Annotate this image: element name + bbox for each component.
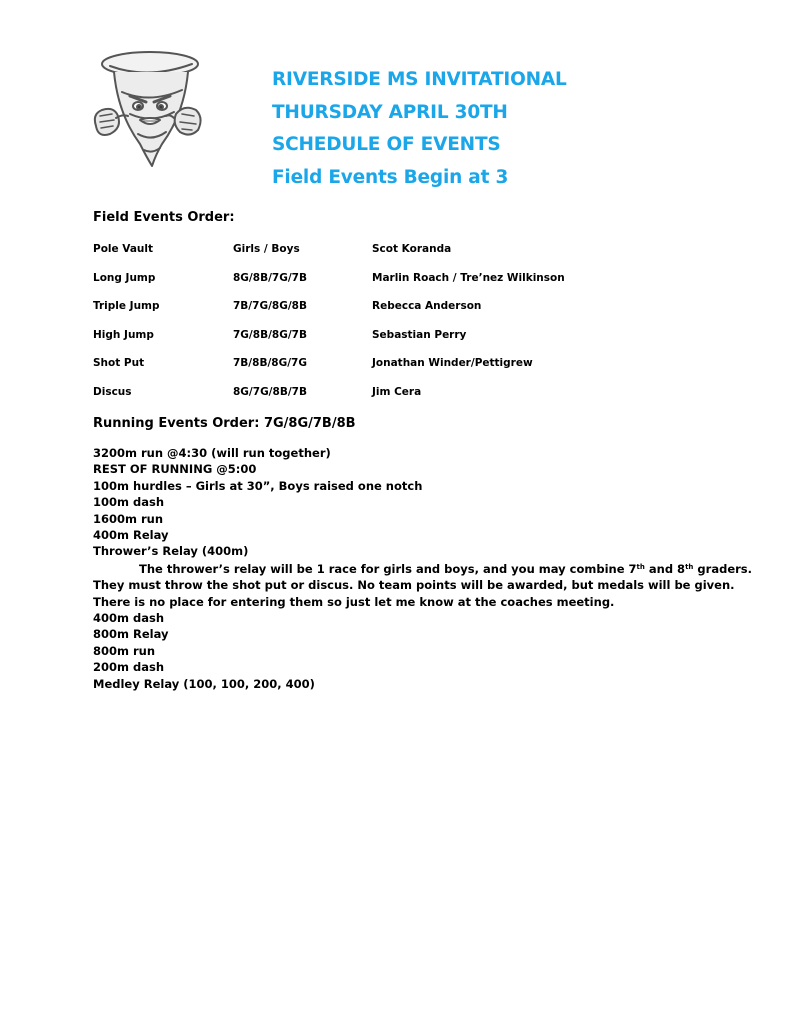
- title-line-schedule: SCHEDULE OF EVENTS: [272, 134, 501, 155]
- running-events-heading: Running Events Order: 7G/8G/7B/8B: [93, 416, 356, 431]
- field-event-order: 7B/8B/8G/7G: [233, 357, 307, 370]
- list-item: 400m Relay: [93, 528, 169, 543]
- field-event-coach: Sebastian Perry: [372, 328, 467, 341]
- title-line-event: RIVERSIDE MS INVITATIONAL: [272, 69, 567, 90]
- field-event-order: Girls / Boys: [233, 243, 300, 255]
- field-event-coach: Jonathan Winder/Pettigrew: [372, 357, 533, 370]
- field-events-heading: Field Events Order:: [93, 210, 235, 225]
- field-event-order: 8G/7G/8B/7B: [233, 385, 307, 398]
- list-item: 800m run: [93, 643, 156, 658]
- field-events-table: [93, 240, 693, 412]
- list-item: 100m hurdles – Girls at 30”, Boys raised one notch: [93, 478, 423, 493]
- running-events-list: [93, 445, 773, 692]
- title-line-start: Field Events Begin at 3: [272, 166, 509, 188]
- throwers-relay-note-line3: There is no place for entering them so just let me know at the coaches meeting.: [93, 594, 615, 609]
- list-item: 100m dash: [93, 495, 165, 510]
- table-row: [93, 240, 693, 269]
- title-block: [272, 64, 772, 194]
- title-line-date: THURSDAY APRIL 30TH: [272, 101, 508, 123]
- field-event-name: Triple Jump: [93, 300, 160, 313]
- ordinal-suffix: th: [636, 562, 645, 571]
- list-item: 1600m run: [93, 511, 164, 526]
- list-item: REST OF RUNNING @5:00: [93, 462, 257, 477]
- field-event-coach: Marlin Roach / Tre’nez Wilkinson: [372, 271, 565, 284]
- table-row: [93, 269, 693, 298]
- field-event-coach: Rebecca Anderson: [372, 300, 482, 313]
- table-row: [93, 354, 693, 383]
- list-item: 800m Relay: [93, 627, 169, 642]
- ordinal-suffix: th: [685, 562, 694, 571]
- field-event-coach: Jim Cera: [372, 385, 422, 398]
- table-row: [93, 383, 693, 412]
- field-event-name: Shot Put: [93, 357, 145, 370]
- field-event-order: 7G/8B/8G/7B: [233, 328, 307, 341]
- field-event-name: Pole Vault: [93, 243, 154, 255]
- field-event-order: 7B/7G/8G/8B: [233, 300, 307, 313]
- table-row: [93, 326, 693, 355]
- list-item: 200m dash: [93, 660, 165, 675]
- throwers-relay-note-line2: They must throw the shot put or discus. No team points will be awarded, but medals will be given.: [93, 578, 735, 593]
- table-row: [93, 297, 693, 326]
- tornado-mascot-icon: [88, 44, 206, 168]
- field-event-coach: Scot Koranda: [372, 243, 452, 255]
- throwers-relay-note-line1: [93, 561, 773, 577]
- list-item: 3200m run @4:30 (will run together): [93, 446, 331, 460]
- field-event-order: 8G/8B/7G/7B: [233, 271, 307, 284]
- field-event-name: Long Jump: [93, 271, 156, 284]
- list-item: Medley Relay (100, 100, 200, 400): [93, 676, 315, 691]
- list-item: 400m dash: [93, 611, 165, 626]
- note-text: The thrower’s relay will be 1 race for girls and boys, and you may combine 7: [139, 561, 637, 576]
- note-text: and 8: [644, 561, 686, 576]
- note-text: graders.: [693, 561, 753, 576]
- field-event-name: Discus: [93, 385, 132, 398]
- field-event-name: High Jump: [93, 328, 154, 341]
- list-item: Thrower’s Relay (400m): [93, 544, 249, 559]
